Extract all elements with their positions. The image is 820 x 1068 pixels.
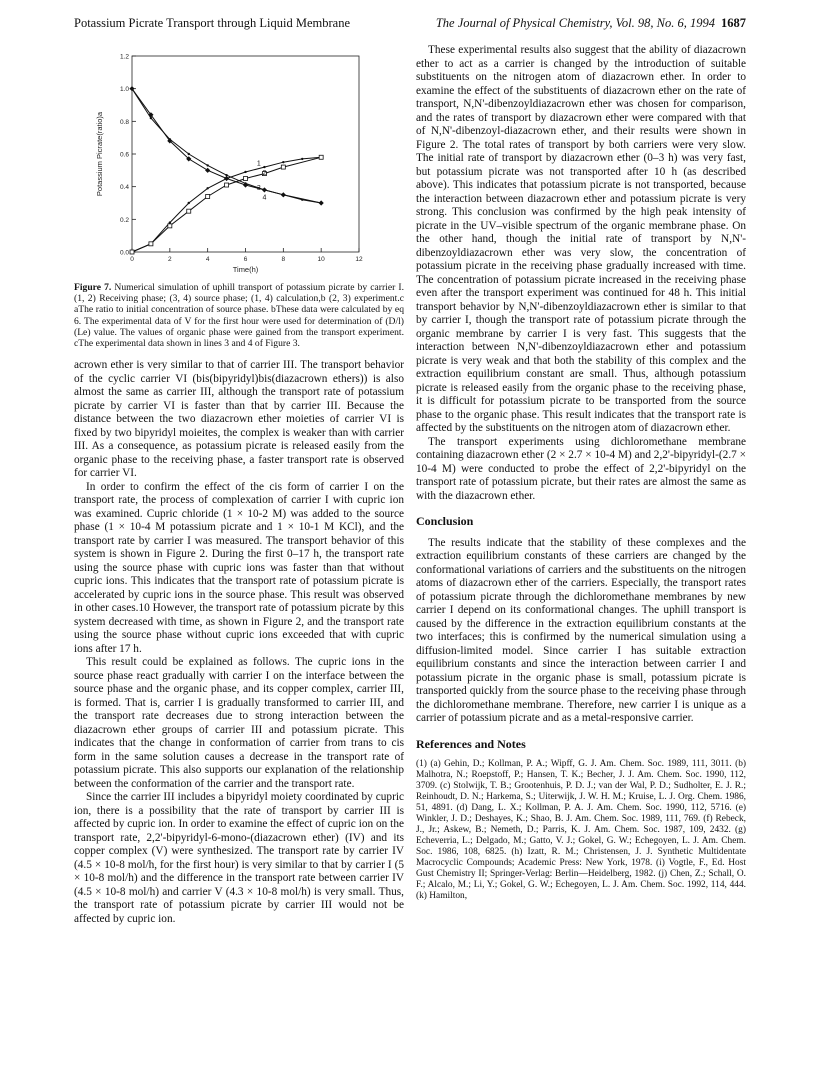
series-point-1: [282, 161, 284, 163]
series-point-1: [169, 221, 171, 223]
x-tick-label: 10: [317, 256, 325, 263]
left-paragraph-1: acrown ether is very similar to that of carrier III. The transport behavior of the cyclic carrier VI (bis(bipyridyl)bis(diazacrown ethers)) is also almost the same as carrier III, although the transport rate of potassium picrate by carrier VI is faster than that by carrier III. Because the distance between the two diazacrown ether moieties of carrier VI is fixed by two bipyridyl moieites, the complex is weaker than with carrier III. As a consequence, as potassium picrate is released easily from the organic phase to the receiving phase, a faster transport rate is observed for carrier VI.: [74, 359, 404, 480]
series-point-4: [320, 202, 322, 204]
y-tick-label: 0.0: [119, 249, 129, 257]
y-tick-label: 0.6: [119, 151, 129, 159]
y-tick-label: 1.0: [119, 86, 129, 94]
caption-text: Numerical simulation of uphill transport of potassium picrate by carrier I. (1, 2) Receiving phase; (3, 4) source phase; (1, 4) calculation,b (2, 3) experiment.c aThe ratio to initial concentration of source phase. bThese data were calculated by eq 6. The experimental data of V for the first hour were used for determination of (D/l)(Le) value. The values of organic phase were gained from the transport experiment. cThe experimental data shown in lines 3 and 4 of Figure 3.: [74, 282, 404, 350]
plot-frame: [132, 56, 359, 252]
series-point-2: [281, 165, 285, 169]
series-point-4: [244, 182, 246, 184]
series-line-1: [132, 157, 321, 252]
left-paragraph-4: Since the carrier III includes a bipyridyl moiety coordinated by cupric ion, there is a possibility that the rate of transport by carrier III is affected by cupric ion. In order to examine the effect of cupric ion on the transport rate, 2,2'-bipyridyl-6-mono-(diazacrown ether) (IV) and its copper complex (V) were synthesized. The transport rate by carrier IV (4.5 × 10-8 mol/h, for the first hour) is very similar to that by carrier I (5 × 10-8 mol/h) and the difference in the transport rate between carrier IV (4.5 × 10-8 mol/h) and carrier V (4.3 × 10-8 mol/h) is very small. Thus, the transport rate of potassium picrate by carrier III would not be affected by cupric ion.: [74, 791, 404, 925]
series-label-1: 1: [256, 160, 261, 168]
conclusion-text: The results indicate that the stability of these complexes and the extraction equilibrium constants of these carriers are changed by the conformational variations of carriers and the substituents on the nitrogen atoms of diazacrown ether of the carriers. Especially, the transport rates of potassium picrate through the dichloromethane membranes by new carrier I depend on its conformational changes. The uphill transport is caused by the difference in the extraction equilibrium constants at the two interfaces; this is confirmed by the numerical simulation using a diffusion-limited model. Since carrier I has suitable extraction equilibrium constants and since the interaction between carrier I and potassium picrate in the organic phase is small, potassium picrate is transported quickly from the source phase to the receiving phase through the dichloromethane membrane. Therefore, new carrier I is unique as a carrier of potassium picrate and as a metal-responsive carrier.: [416, 536, 746, 724]
y-tick-label: 0.8: [119, 118, 129, 126]
series-point-4: [263, 189, 265, 191]
references-list: [416, 759, 746, 902]
series-point-2: [225, 183, 229, 187]
series-point-3: [205, 168, 210, 173]
series-point-2: [187, 209, 191, 213]
y-tick-label: 0.4: [119, 184, 129, 192]
series-point-1: [206, 187, 208, 189]
series-point-4: [169, 138, 171, 140]
references-text: (1) (a) Gehin, D.; Kollman, P. A.; Wipff, G. J. Am. Chem. Soc. 1989, 111, 3011. (b) Malhotra, N.; Roepstoff, P.; Hansen, T. K.; Becher, J. J. Am. Chem. Soc. 1990, 112, 3709. (c) Stolwijk, T. B.; Grootenhuis, P. D. J.; van der Wal, P. D.; Sudholter, E. J. R.; Reinhoudt, D. N.; Harkema, S.; Uiterwijk, J. W. H. M.; Kruise, L. J. Org. Chem. 1986, 51, 4891. (d) Dang, L. X.; Kollman, P. A. J. Am. Chem. Soc. 1990, 112, 5716. (e) Winkler, J. D.; Deshayes, K.; Shao, B. J. Am. Chem. Soc. 1989, 111, 769. (f) Rebeck, J., Jr.; Askew, B.; Nemeth, D.; Parris, K. J. Am. Chem. Soc. 1987, 109, 2432. (g) Echeverria, L.; Delgado, M.; Gatto, V. J.; Gokel, G. W.; Echegoyen, L. J. Am. Chem. Soc. 1986, 108, 6825. (h) Izatt, R. M.; Christensen, J. J. Synthetic Multidentate Macrocyclic Compounds; Academic Press: New York, 1978. (i) Vogtle, F., Ed. Host Gust Chemistry II; Springer-Verlag: Berlin—Heidelberg, 1982. (j) Chen, Z.; Schall, O. F.; Alcalo, M.; Li, Y.; Gokel, G. W.; Echegoyen, L. J. Am. Chem. Soc. 1992, 114, 444. (k) Hamilton,: [416, 759, 746, 901]
figure-caption: [74, 282, 404, 349]
series-point-4: [282, 194, 284, 196]
series-point-4: [131, 87, 133, 89]
series-point-4: [188, 153, 190, 155]
right-paragraph-1: These experimental results also suggest that the ability of diazacrown ether to act as a carrier is changed by the introduction of suitable substituents on the nitrogen atom of diazacrown ether. In order to examine the effect of the substituents of diazacrown ether on the rate of transport, N,N'-dibenzoyldiazacrown ether was chosen for comparison, and the rates of transport by diazacrown ether were compared with that of N,N'-dibenzoyl-diazacrown ether, and their results were shown in Figure 2. The total rates of transport by both carriers were very slow. The initial rate of transport by diazacrown ether (0–3 h) was very fast, but potassium picrate was not transported after 10 h (as described above). This indicates that potassium picrate is not transported, because the interaction between diazacrown ether and potassium picrate is very strong. This conclusion was confirmed by the high peak intensity of picrate in the UV–visible spectrum of the organic membrane phase. On the other hand, though the initial rate of transport by N,N'-dibenzoyldiazacrown ether was very slow, the concentration of potassium picrate in the receiving phase gradually increased with time. The concentration of potassium picrate increased in the receiving phase even after the transport experiment was continued for 48 h. This initial transport behavior by N,N'-dibenzoyldiazacrown ether is similar to that by carrier I, though the transport rate of potassium picrate through the organic membrane by carrier I is very fast. This suggests that the interaction between N,N'-dibenzoyldiazacrown ether and potassium picrate is very weak and that both the stability of this complex and the extraction equilibrium constant are small. Thus, although potassium picrate is released easily from the organic phase to the receiving phase, it is difficult for potassium picrate to be transported from the source phase to the organic phase. This result indicates that the transport rate is affected by the substituents on the nitrogen atom of diazacrown ether.: [416, 44, 746, 434]
x-tick-label: 2: [168, 256, 172, 263]
left-paragraph-3: This result could be explained as follows. The cupric ions in the source phase react gradually with carrier I on the interface between the source phase and the organic phase, and its copper complex, carrier III, is formed. That is, carrier I is gradually transformed to carrier III, and the transport rate decreases due to strong interaction between the diazacrown ether groups of carrier III and potassium picrate. This indicates that the change in conformation of carrier from trans to cis form in the same solution causes a decrease in the transport rate of potassium picrate. This also supports our explanation of the relationship between the conformation of the carrier and the transport rate.: [74, 656, 404, 790]
caption-label: Figure 7.: [74, 282, 112, 293]
series-point-2: [149, 242, 153, 246]
figure-7: [74, 44, 404, 280]
series-point-1: [244, 171, 246, 173]
right-paragraph-2: The transport experiments using dichloromethane membrane containing diazacrown ether (2 × 2.7 × 10-4 M) and 2,2'-bipyridyl-(2.7 × 10-4 M) were conducted to probe the effect of 2,2'-bipyridyl on the transport rate of potassium picrate, but their rates are almost the same as with the diazacrown ether.: [416, 435, 746, 502]
journal-citation: The Journal of Physical Chemistry, Vol. 98, No. 6, 1994: [435, 16, 715, 30]
series-point-2: [244, 177, 248, 181]
series-label-4: 4: [262, 194, 267, 202]
series-point-4: [150, 117, 152, 119]
series-point-2: [206, 194, 210, 198]
x-tick-label: 0: [130, 256, 134, 263]
line-chart: [74, 44, 404, 280]
x-tick-label: 6: [243, 256, 248, 263]
series-point-1: [301, 158, 303, 160]
y-tick-label: 1.2: [119, 53, 129, 61]
header-title: Potassium Picrate Transport through Liquid Membrane: [74, 16, 351, 30]
series-line-2: [132, 157, 321, 252]
running-header: [74, 16, 746, 34]
series-label-2: 2: [262, 170, 267, 178]
x-axis-label: Time(h): [232, 265, 259, 274]
series-point-2: [168, 224, 172, 228]
right-column: [416, 44, 746, 902]
references-heading: References and Notes: [416, 736, 526, 751]
y-tick-label: 0.2: [119, 216, 129, 224]
series-point-4: [206, 164, 208, 166]
header-journal: [436, 16, 746, 31]
series-label-3: 3: [256, 184, 261, 192]
x-tick-label: 8: [281, 256, 286, 263]
left-column: [74, 44, 404, 926]
y-axis-label: Potassium Picrate(ratio)a: [95, 111, 104, 197]
series-point-4: [301, 199, 303, 201]
series-point-3: [224, 176, 229, 181]
series-point-2: [130, 250, 134, 254]
left-paragraph-2: In order to confirm the effect of the cis form of carrier I on the transport rate, the process of complexation of carrier I with cupric ion was examined. Cupric chloride (1 × 10-2 M) was added to the source phase (1 × 10-4 M potassium picrate and 1 × 10-1 M KCl), and the transport rate by carrier I was measured. The transport behavior of this system is shown in Figure 2. During the first 0–17 h, the transport rate using the source phase with cupric ions was faster than that without cupric ions. This indicates that the transport rate of potassium picrate is accelerated by cupric ions in the source phase. This result was observed in other cases.10 However, the transport rate of potassium picrate by this system decreased with time, as shown in Figure 2, and the transport rate using the source phase without cupric ions exceeded that with cupric ions after 17 h.: [74, 480, 404, 655]
page-number: 1687: [721, 16, 746, 30]
series-point-4: [225, 174, 227, 176]
conclusion-heading: Conclusion: [416, 514, 474, 528]
series-point-2: [319, 155, 323, 159]
series-point-1: [263, 166, 265, 168]
x-tick-label: 12: [355, 256, 363, 263]
x-tick-label: 4: [205, 256, 210, 263]
series-point-1: [188, 202, 190, 204]
